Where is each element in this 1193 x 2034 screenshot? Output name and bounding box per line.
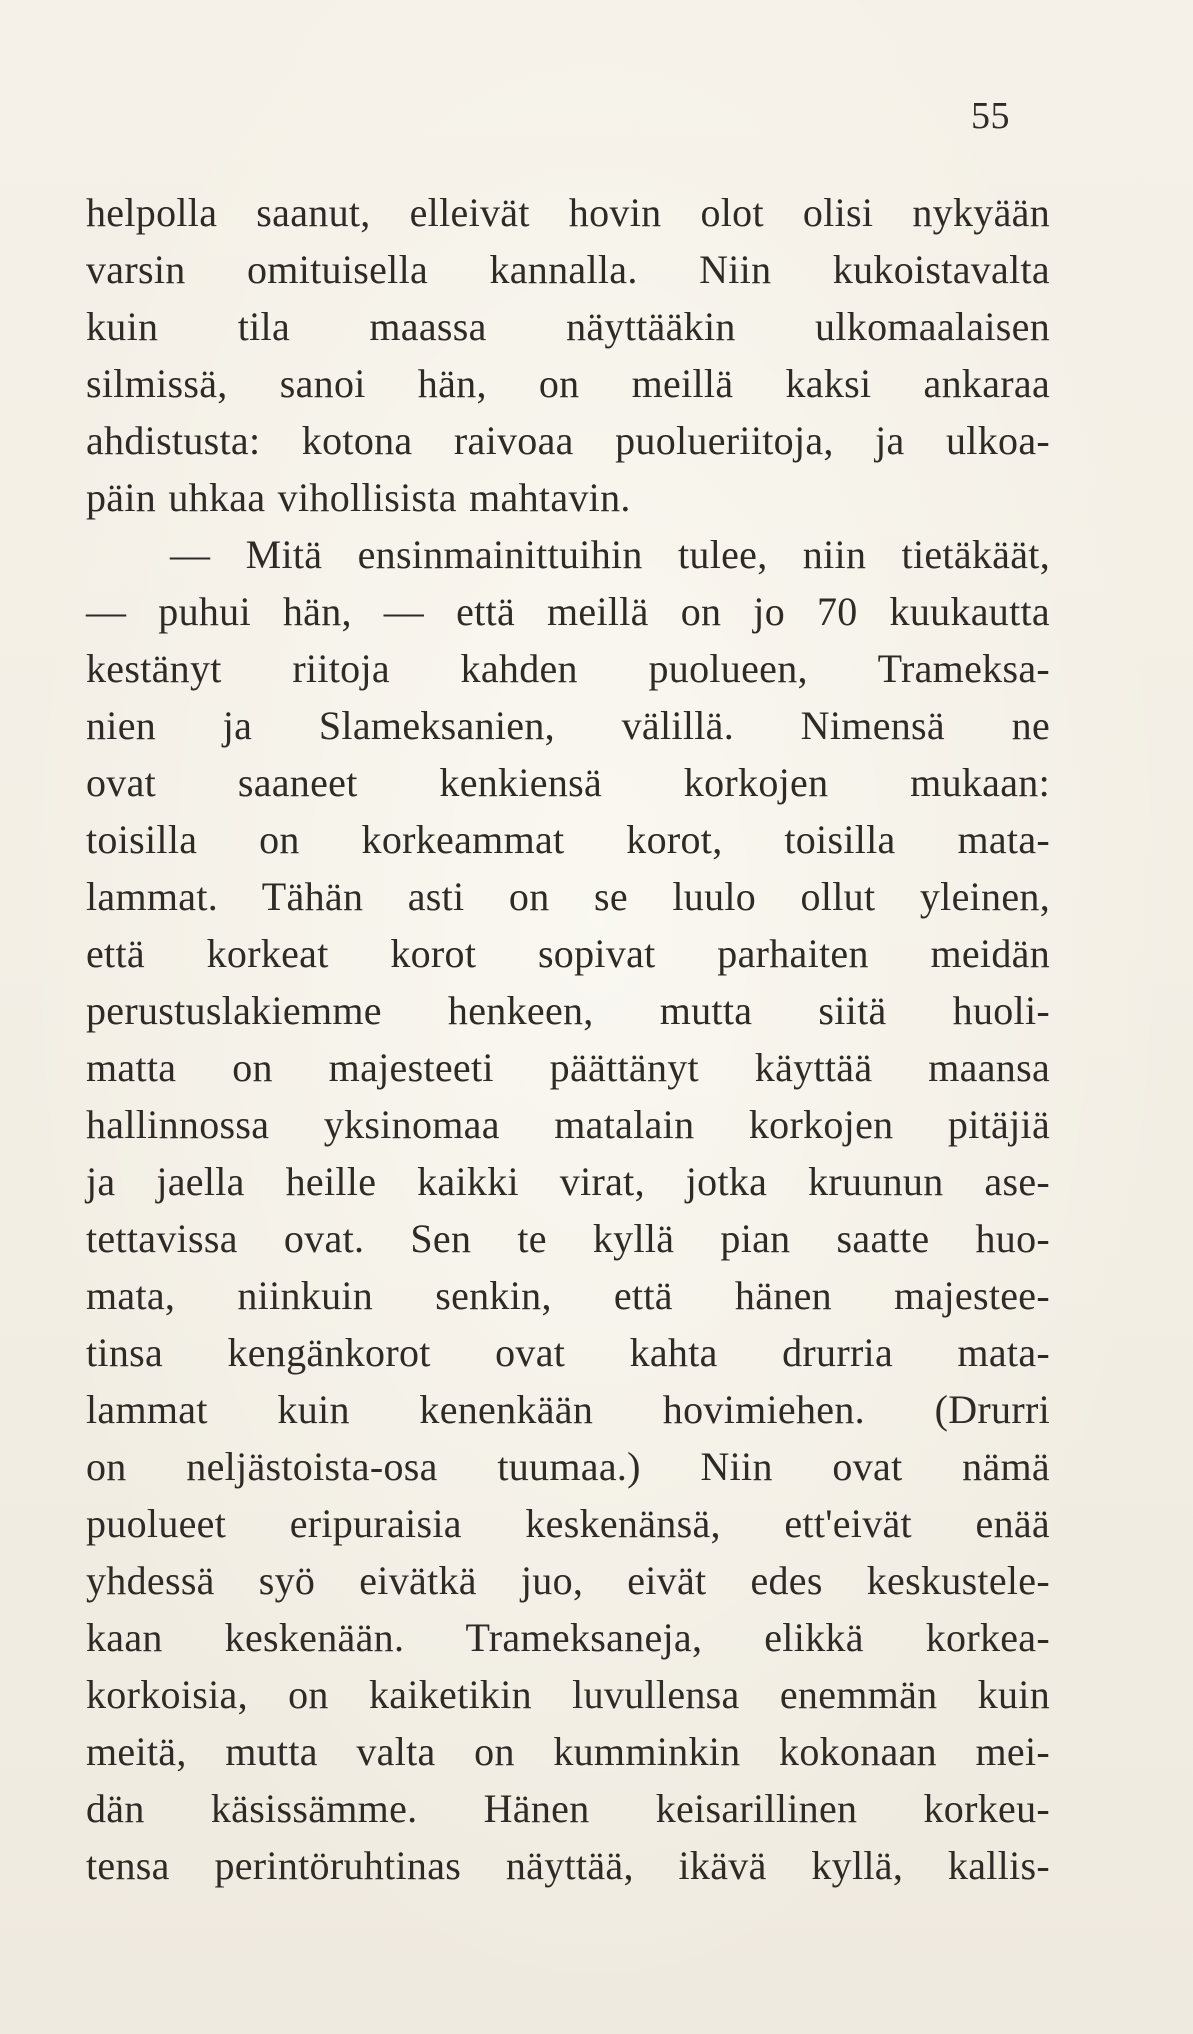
text-line: puolueet eripuraisia keskenänsä, ett'eivät enää [86,1501,1050,1546]
text-line: ja jaella heille kaikki virat, jotka kruunun ase- [86,1159,1050,1204]
text-line: tettavissa ovat. Sen te kyllä pian saatte huo- [86,1216,1050,1261]
text-line: yhdessä syö eivätkä juo, eivät edes keskustele- [86,1558,1050,1603]
text-line: lammat kuin kenenkään hovimiehen. (Drurri [86,1387,1050,1432]
text-line: — puhui hän, — että meillä on jo 70 kuukautta [86,589,1050,634]
text-line: matta on majesteeti päättänyt käyttää maansa [86,1045,1050,1090]
text-line: — Mitä ensinmainittuihin tulee, niin tietäkäät, [170,532,1050,577]
text-line: kuin tila maassa näyttääkin ulkomaalaisen [86,304,1050,349]
text-line: silmissä, sanoi hän, on meillä kaksi ankaraa [86,361,1050,406]
text-line: dän käsissämme. Hänen keisarillinen korkeu- [86,1786,1050,1831]
text-line: toisilla on korkeammat korot, toisilla mata- [86,817,1050,862]
text-line: nien ja Slameksanien, välillä. Nimensä ne [86,703,1050,748]
text-line: tinsa kengänkorot ovat kahta drurria mata- [86,1330,1050,1375]
text-line: meitä, mutta valta on kumminkin kokonaan mei- [86,1729,1050,1774]
text-line: päin uhkaa vihollisista mahtavin. [86,475,631,520]
text-line: kestänyt riitoja kahden puolueen, Trameksa- [86,646,1050,691]
page-number: 55 [971,95,1010,137]
text-line: että korkeat korot sopivat parhaiten meidän [86,931,1050,976]
text-line: ahdistusta: kotona raivoaa puolueriitoja, ja ulkoa- [86,418,1050,463]
text-line: korkoisia, on kaiketikin luvullensa enemmän kuin [86,1672,1050,1717]
text-line: ovat saaneet kenkiensä korkojen mukaan: [86,760,1050,805]
text-line: mata, niinkuin senkin, että hänen majestee- [86,1273,1050,1318]
text-line: perustuslakiemme henkeen, mutta siitä huoli- [86,988,1050,1033]
text-line: kaan keskenään. Trameksaneja, elikkä korkea- [86,1615,1050,1660]
text-line: lammat. Tähän asti on se luulo ollut yleinen, [86,874,1050,919]
text-line: varsin omituisella kannalla. Niin kukoistavalta [86,247,1050,292]
text-line: helpolla saanut, elleivät hovin olot olisi nykyään [86,190,1050,235]
text-line: hallinnossa yksinomaa matalain korkojen pitäjiä [86,1102,1050,1147]
text-line: on neljästoista-osa tuumaa.) Niin ovat nämä [86,1444,1050,1489]
text-line: tensa perintöruhtinas näyttää, ikävä kyllä, kallis- [86,1843,1050,1888]
